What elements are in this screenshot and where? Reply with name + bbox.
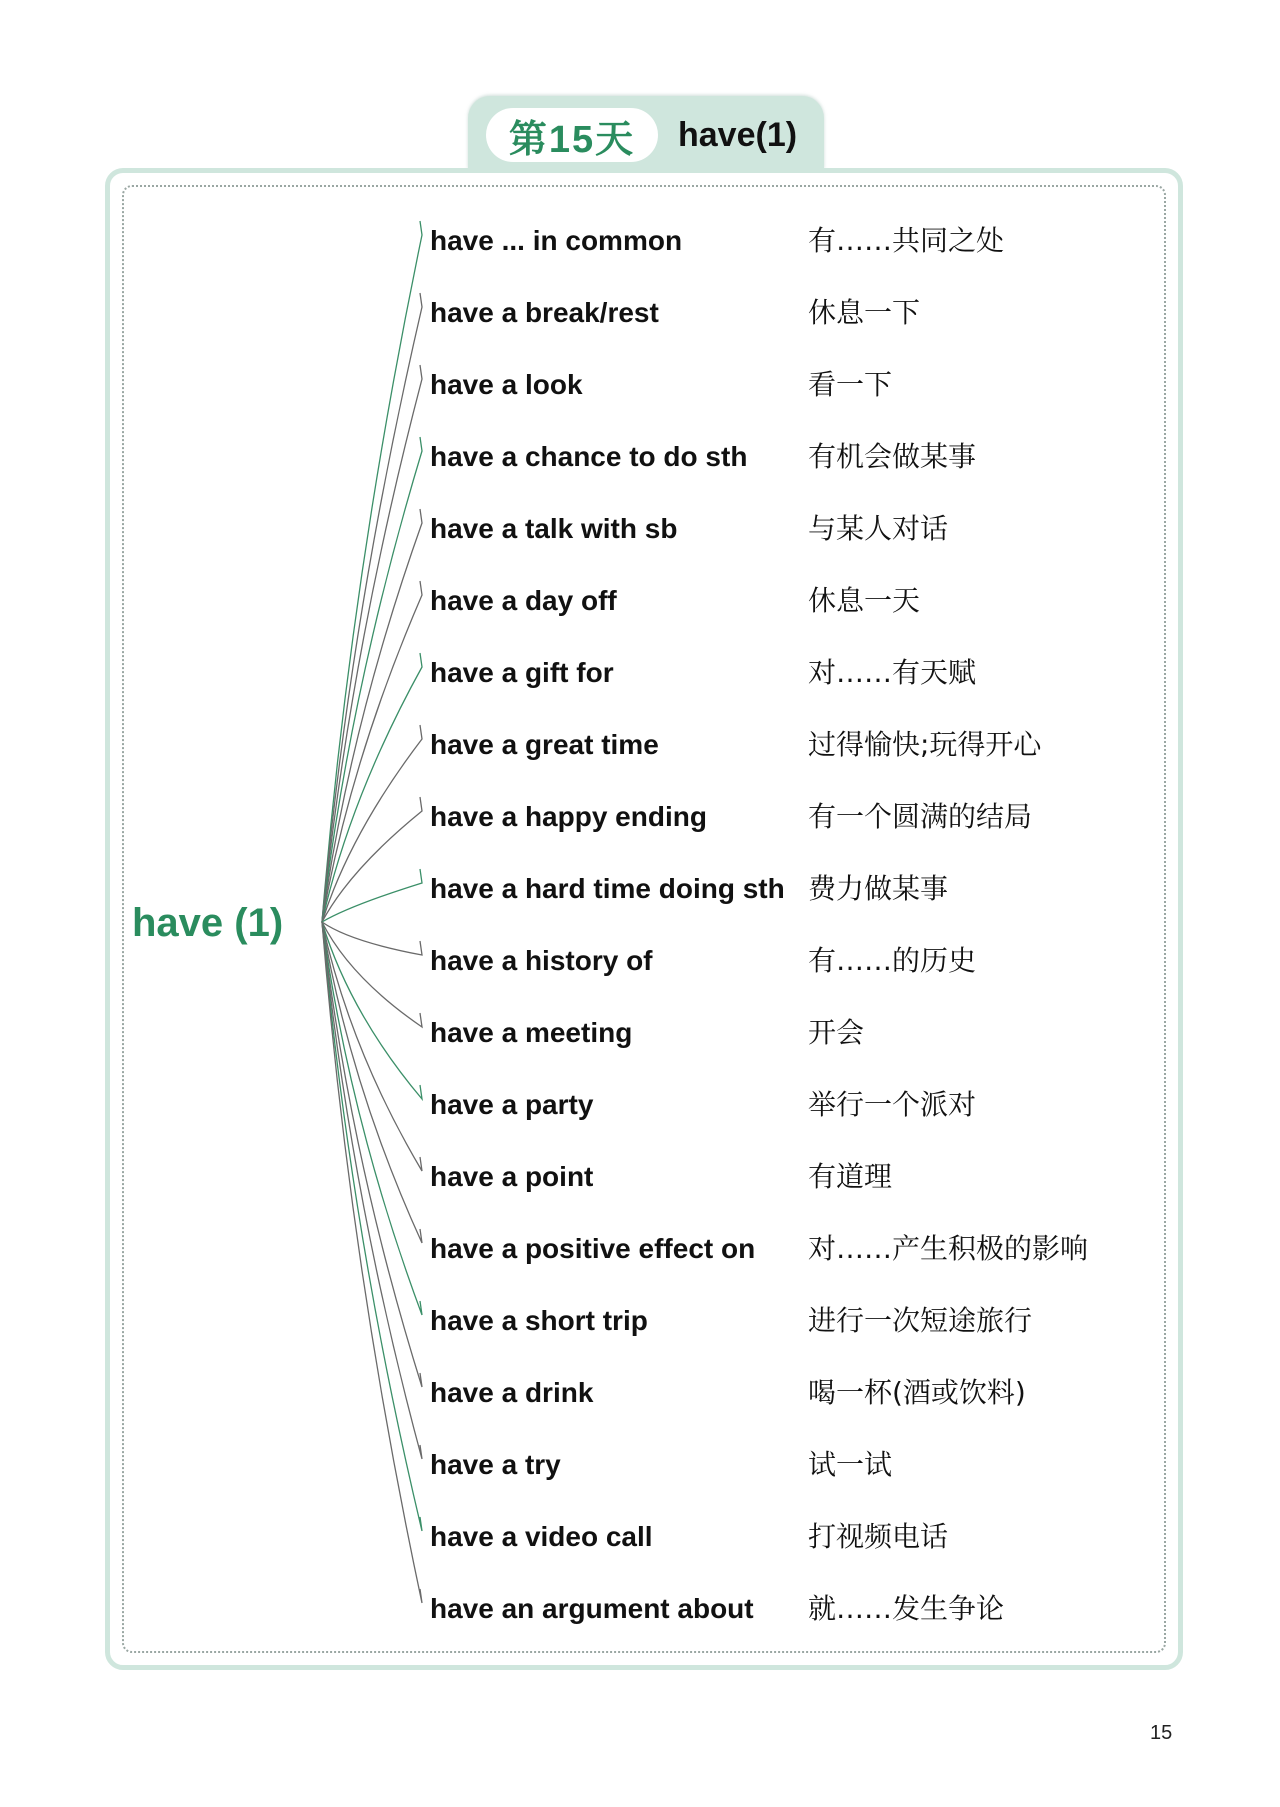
meaning-text: 有……共同之处 [808, 224, 1005, 257]
list-item [0, 1085, 1280, 1125]
list-item [0, 221, 1280, 261]
phrase-text: have a history of [430, 945, 653, 976]
list-item [0, 797, 1280, 837]
list-item [0, 437, 1280, 477]
meaning-text: 与某人对话 [808, 512, 949, 545]
list-item [0, 725, 1280, 765]
list-item [0, 1301, 1280, 1341]
list-item [0, 1373, 1280, 1413]
list-item [0, 869, 1280, 909]
meaning-text: 有道理 [808, 1160, 893, 1193]
list-item [0, 1013, 1280, 1053]
phrase-text: have an argument about [430, 1593, 754, 1624]
list-item [0, 509, 1280, 549]
meaning-text: 有机会做某事 [808, 440, 977, 473]
meaning-text: 喝一杯(酒或饮料) [808, 1376, 1026, 1409]
phrase-text: have a gift for [430, 657, 614, 688]
list-item [0, 653, 1280, 693]
list-item [0, 365, 1280, 405]
list-item [0, 1445, 1280, 1485]
list-item [0, 293, 1280, 333]
root-label: have (1) [132, 900, 284, 945]
phrase-text: have ... in common [430, 225, 683, 256]
branch-line [322, 509, 422, 922]
meaning-text: 费力做某事 [808, 872, 949, 905]
day-label: 第15天 [486, 108, 658, 162]
phrase-text: have a positive effect on [430, 1233, 756, 1264]
meaning-text: 有一个圆满的结局 [808, 800, 1033, 833]
meaning-text: 进行一次短途旅行 [808, 1304, 1033, 1337]
meaning-text: 开会 [808, 1016, 865, 1049]
meaning-text: 休息一天 [808, 584, 921, 617]
meaning-text: 打视频电话 [808, 1520, 949, 1553]
list-item [0, 1517, 1280, 1557]
phrase-text: have a break/rest [430, 297, 659, 328]
phrase-text: have a video call [430, 1521, 653, 1552]
meaning-text: 有……的历史 [808, 944, 977, 977]
phrase-text: have a happy ending [430, 801, 707, 832]
meaning-text: 试一试 [808, 1448, 893, 1481]
meaning-text: 对……有天赋 [808, 656, 977, 689]
list-item [0, 1589, 1280, 1629]
meaning-text: 就……发生争论 [808, 1592, 1005, 1625]
phrase-text: have a party [430, 1089, 594, 1120]
meaning-text: 过得愉快;玩得开心 [808, 728, 1042, 761]
phrase-text: have a drink [430, 1377, 594, 1408]
list-item [0, 581, 1280, 621]
meaning-text: 举行一个派对 [808, 1088, 977, 1121]
phrase-text: have a chance to do sth [430, 441, 748, 472]
meaning-text: 对……产生积极的影响 [808, 1232, 1089, 1265]
list-item [0, 1229, 1280, 1269]
page-number: 15 [1150, 1722, 1173, 1744]
phrase-text: have a meeting [430, 1017, 633, 1048]
meaning-text: 看一下 [808, 368, 893, 401]
phrase-text: have a talk with sb [430, 513, 678, 544]
phrase-text: have a try [430, 1449, 561, 1480]
phrase-text: have a look [430, 369, 583, 400]
phrase-text: have a great time [430, 729, 659, 760]
phrase-text: have a day off [430, 585, 617, 616]
page-title: have(1) [678, 115, 798, 154]
list-item [0, 1157, 1280, 1197]
meaning-text: 休息一下 [808, 296, 921, 329]
phrase-text: have a hard time doing sth [430, 873, 785, 904]
phrase-text: have a short trip [430, 1305, 648, 1336]
list-item [0, 941, 1280, 981]
phrase-text: have a point [430, 1161, 594, 1192]
